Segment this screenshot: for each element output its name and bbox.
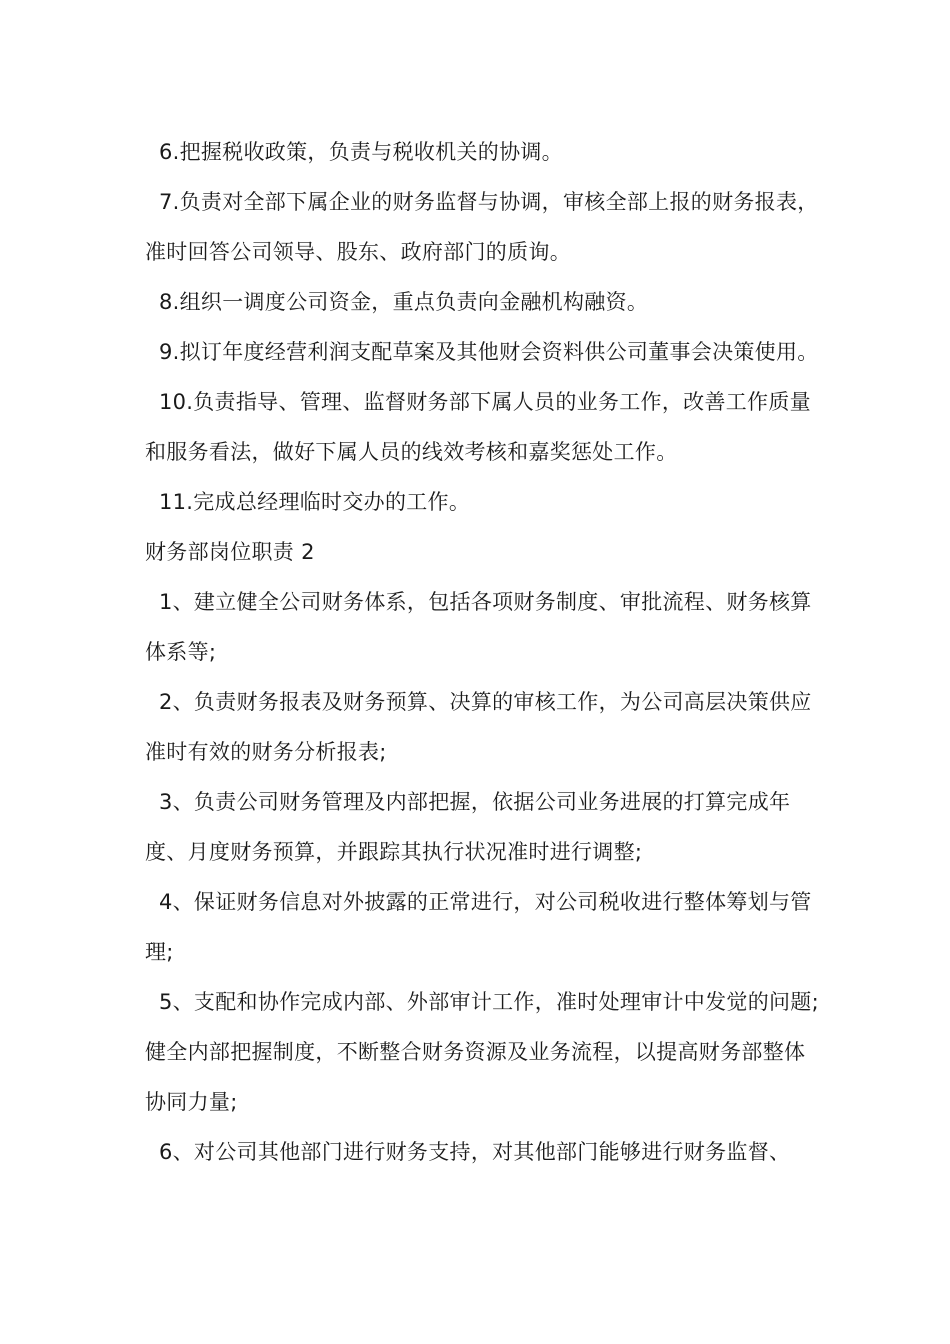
paragraph-item-9: 9.拟订年度经营利润支配草案及其他财会资料供公司董事会决策使用。 [145,340,819,364]
document-body [145,127,825,1177]
duty-item-2: 2、负责财务报表及财务预算、决算的审核工作，为公司高层决策供应准时有效的财务分析报表; [145,690,812,764]
paragraph-item-10: 10.负责指导、管理、监督财务部下属人员的业务工作，改善工作质量和服务看法，做好下属人员的线效考核和嘉奖惩处工作。 [145,390,811,464]
paragraph-item-6: 6.把握税收政策，负责与税收机关的协调。 [145,140,563,164]
paragraph-item-7: 7.负责对全部下属企业的财务监督与协调，审核全部上报的财务报表，准时回答公司领导、股东、政府部门的质询。 [145,190,819,264]
paragraph-item-8: 8.组织一调度公司资金，重点负责向金融机构融资。 [145,290,649,314]
duty-item-5: 5、支配和协作完成内部、外部审计工作，准时处理审计中发觉的问题;健全内部把握制度，不断整合财务资源及业务流程，以提高财务部整体协同力量; [145,990,819,1114]
duty-item-3: 3、负责公司财务管理及内部把握，依据公司业务进展的打算完成年度、月度财务预算，并跟踪其执行状况准时进行调整; [145,790,791,864]
duty-item-1: 1、建立健全公司财务体系，包括各项财务制度、审批流程、财务核算体系等; [145,590,812,664]
paragraph-item-11: 11.完成总经理临时交办的工作。 [145,490,471,514]
duty-item-4: 4、保证财务信息对外披露的正常进行，对公司税收进行整体筹划与管理; [145,890,812,964]
duty-item-6: 6、对公司其他部门进行财务支持，对其他部门能够进行财务监督、 [145,1140,791,1164]
section-heading: 财务部岗位职责 2 [145,540,315,564]
